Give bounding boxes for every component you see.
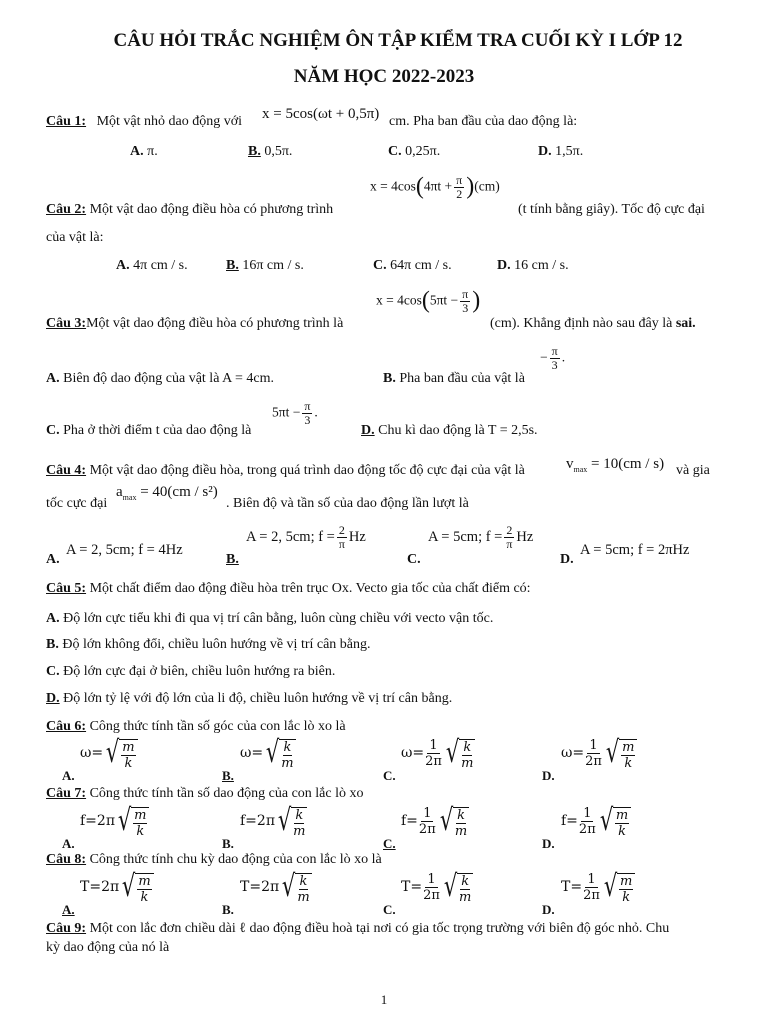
question-label: Câu 4: bbox=[46, 463, 87, 478]
question-9 bbox=[46, 921, 669, 937]
option-d[interactable]: D. bbox=[560, 552, 574, 567]
formula: A = 5cm; f = $\frac{2}{\pi}$ Hz bbox=[428, 523, 534, 551]
question-text-cont: . Biên độ và tần số của dao động lần lượt là bbox=[226, 496, 469, 511]
formula: x = 5cos(ωt + 0,5π) bbox=[262, 106, 380, 122]
formula: $v_{max} = 10(cm / s)$ bbox=[566, 456, 665, 474]
option-b[interactable]: B. bbox=[222, 768, 234, 783]
question-2 bbox=[46, 202, 333, 218]
question-text: Một vật dao động điều hòa có phương trình là bbox=[86, 316, 344, 331]
question-3 bbox=[46, 316, 343, 332]
formula: x = 4cos(5πt − $\frac{\pi}{3}$ ) bbox=[376, 287, 481, 315]
option-d[interactable]: D. bbox=[542, 902, 555, 917]
formula: 5πt − $\frac{\pi}{3}$ . bbox=[272, 399, 318, 427]
question-label: Câu 5: bbox=[46, 581, 87, 596]
option-d[interactable]: D. 1,5π. bbox=[538, 144, 584, 159]
formula: A = 2, 5cm; f = $\frac{2}{\pi}$ Hz bbox=[246, 523, 366, 551]
question-text-line2: tốc cực đại bbox=[46, 496, 108, 511]
question-text: Một vật dao động điều hòa, trong quá trình dao động tốc độ cực đại của vật là bbox=[89, 463, 525, 478]
formula: $a_{max} = 40(cm / s^2)$ bbox=[116, 484, 218, 502]
question-1 bbox=[46, 114, 242, 130]
option-d[interactable]: D. bbox=[542, 768, 555, 783]
page-number: 1 bbox=[380, 992, 388, 1007]
option-a[interactable]: A. bbox=[62, 902, 75, 917]
question-text: Công thức tính chu kỳ dao động của con lắc lò xo là bbox=[89, 852, 382, 867]
document-title: CÂU HỎI TRẮC NGHIỆM ÔN TẬP KIỂM TRA CUỐI KỲ I LỚP 12 bbox=[113, 30, 683, 51]
question-text-cont: (cm). Khẳng định nào sau đây là sai. bbox=[490, 316, 696, 331]
formula: ω= $\frac{1}{2\pi}$ √ m k bbox=[561, 735, 637, 771]
formula: T=2π √ m k bbox=[80, 869, 154, 905]
question-text: Công thức tính tần số góc của con lắc lò xo là bbox=[89, 719, 346, 734]
question-text-cont: và gia bbox=[676, 463, 710, 478]
formula: ω= √ k m bbox=[240, 735, 294, 771]
option-b[interactable]: B. 16π cm / s. bbox=[226, 258, 304, 273]
formula: T= $\frac{1}{2\pi}$ √ k m bbox=[401, 869, 472, 905]
option-a[interactable]: A. bbox=[46, 552, 60, 567]
question-8 bbox=[46, 852, 382, 868]
formula: f=2π √ m k bbox=[80, 803, 149, 839]
option-c[interactable]: C. bbox=[383, 902, 396, 917]
question-7 bbox=[46, 786, 364, 802]
formula: T=2π √ k m bbox=[240, 869, 310, 905]
question-text: Một vật dao động điều hòa có phương trình bbox=[89, 202, 334, 217]
option-d[interactable]: D. Chu kì dao động là T = 2,5s. bbox=[361, 423, 538, 438]
question-label: Câu 9: bbox=[46, 921, 87, 936]
option-a[interactable]: A. π. bbox=[130, 144, 158, 159]
option-c[interactable]: C. Pha ở thời điểm t của dao động là bbox=[46, 423, 252, 438]
question-label: Câu 1: bbox=[46, 114, 87, 129]
formula: − $\frac{\pi}{3}$ . bbox=[540, 344, 566, 372]
option-b[interactable]: B. 0,5π. bbox=[248, 144, 293, 159]
option-b[interactable]: B. bbox=[222, 902, 234, 917]
formula: A = 2, 5cm; f = 4Hz bbox=[66, 542, 183, 558]
option-c[interactable]: C. Độ lớn cực đại ở biên, chiều luôn hướng ra biên. bbox=[46, 664, 336, 679]
option-d[interactable]: D. bbox=[542, 836, 555, 851]
question-label: Câu 7: bbox=[46, 786, 87, 801]
option-c[interactable]: C. bbox=[407, 552, 421, 567]
option-b[interactable]: B. bbox=[226, 552, 239, 567]
option-a[interactable]: A. Độ lớn cực tiểu khi đi qua vị trí cân bằng, luôn cùng chiều với vecto vận tốc. bbox=[46, 611, 494, 626]
question-label: Câu 8: bbox=[46, 852, 87, 867]
formula: ω= $\frac{1}{2\pi}$ √ k m bbox=[401, 735, 474, 771]
formula: f= $\frac{1}{2\pi}$ √ k m bbox=[401, 803, 468, 839]
option-c[interactable]: C. bbox=[383, 768, 396, 783]
option-c[interactable]: C. 0,25π. bbox=[388, 144, 441, 159]
question-6 bbox=[46, 719, 346, 735]
option-a[interactable]: A. 4π cm / s. bbox=[116, 258, 188, 273]
option-d[interactable]: D. 16 cm / s. bbox=[497, 258, 569, 273]
formula: x = 4cos(4πt + $\frac{\pi}{2}$ )(cm) bbox=[370, 173, 500, 201]
question-text-cont: cm. Pha ban đầu của dao động là: bbox=[389, 114, 578, 129]
question-label: Câu 2: bbox=[46, 202, 87, 217]
question-4 bbox=[46, 463, 525, 479]
option-b[interactable]: B. bbox=[222, 836, 234, 851]
question-text-line2: của vật là: bbox=[46, 230, 104, 245]
question-label: Câu 6: bbox=[46, 719, 87, 734]
question-text: Một chất điểm dao động điều hòa trên trục Ox. Vecto gia tốc của chất điểm có: bbox=[89, 581, 531, 596]
formula: ω= √ m k bbox=[80, 735, 138, 771]
option-a[interactable]: A. bbox=[62, 836, 75, 851]
formula: T= $\frac{1}{2\pi}$ √ m k bbox=[561, 869, 635, 905]
question-text-line2: kỳ dao động của nó là bbox=[46, 940, 170, 955]
option-b[interactable]: B. Pha ban đầu của vật là bbox=[383, 371, 525, 386]
document-subtitle: NĂM HỌC 2022-2023 bbox=[293, 66, 475, 87]
question-text: Một vật nhỏ dao động với bbox=[96, 114, 243, 129]
question-label: Câu 3: bbox=[46, 316, 87, 331]
option-d[interactable]: D. Độ lớn tỷ lệ với độ lớn của li độ, chiều luôn hướng về vị trí cân bằng. bbox=[46, 691, 453, 706]
question-text-cont: (t tính bằng giây). Tốc độ cực đại bbox=[518, 202, 705, 217]
question-text: Một con lắc đơn chiều dài ℓ dao động điều hoà tại nơi có gia tốc trọng trường với biên độ góc nhỏ. Chu bbox=[89, 921, 670, 936]
formula: f= $\frac{1}{2\pi}$ √ m k bbox=[561, 803, 631, 839]
formula: f=2π √ k m bbox=[240, 803, 306, 839]
question-5 bbox=[46, 581, 531, 597]
option-a[interactable]: A. bbox=[62, 768, 75, 783]
option-c[interactable]: C. bbox=[383, 836, 396, 851]
option-b[interactable]: B. Độ lớn không đổi, chiều luôn hướng về vị trí cân bằng. bbox=[46, 637, 371, 652]
formula: A = 5cm; f = 2πHz bbox=[580, 542, 690, 558]
option-c[interactable]: C. 64π cm / s. bbox=[373, 258, 452, 273]
option-a[interactable]: A. Biên độ dao động của vật là A = 4cm. bbox=[46, 371, 274, 386]
question-text: Công thức tính tần số dao động của con lắc lò xo bbox=[89, 786, 364, 801]
